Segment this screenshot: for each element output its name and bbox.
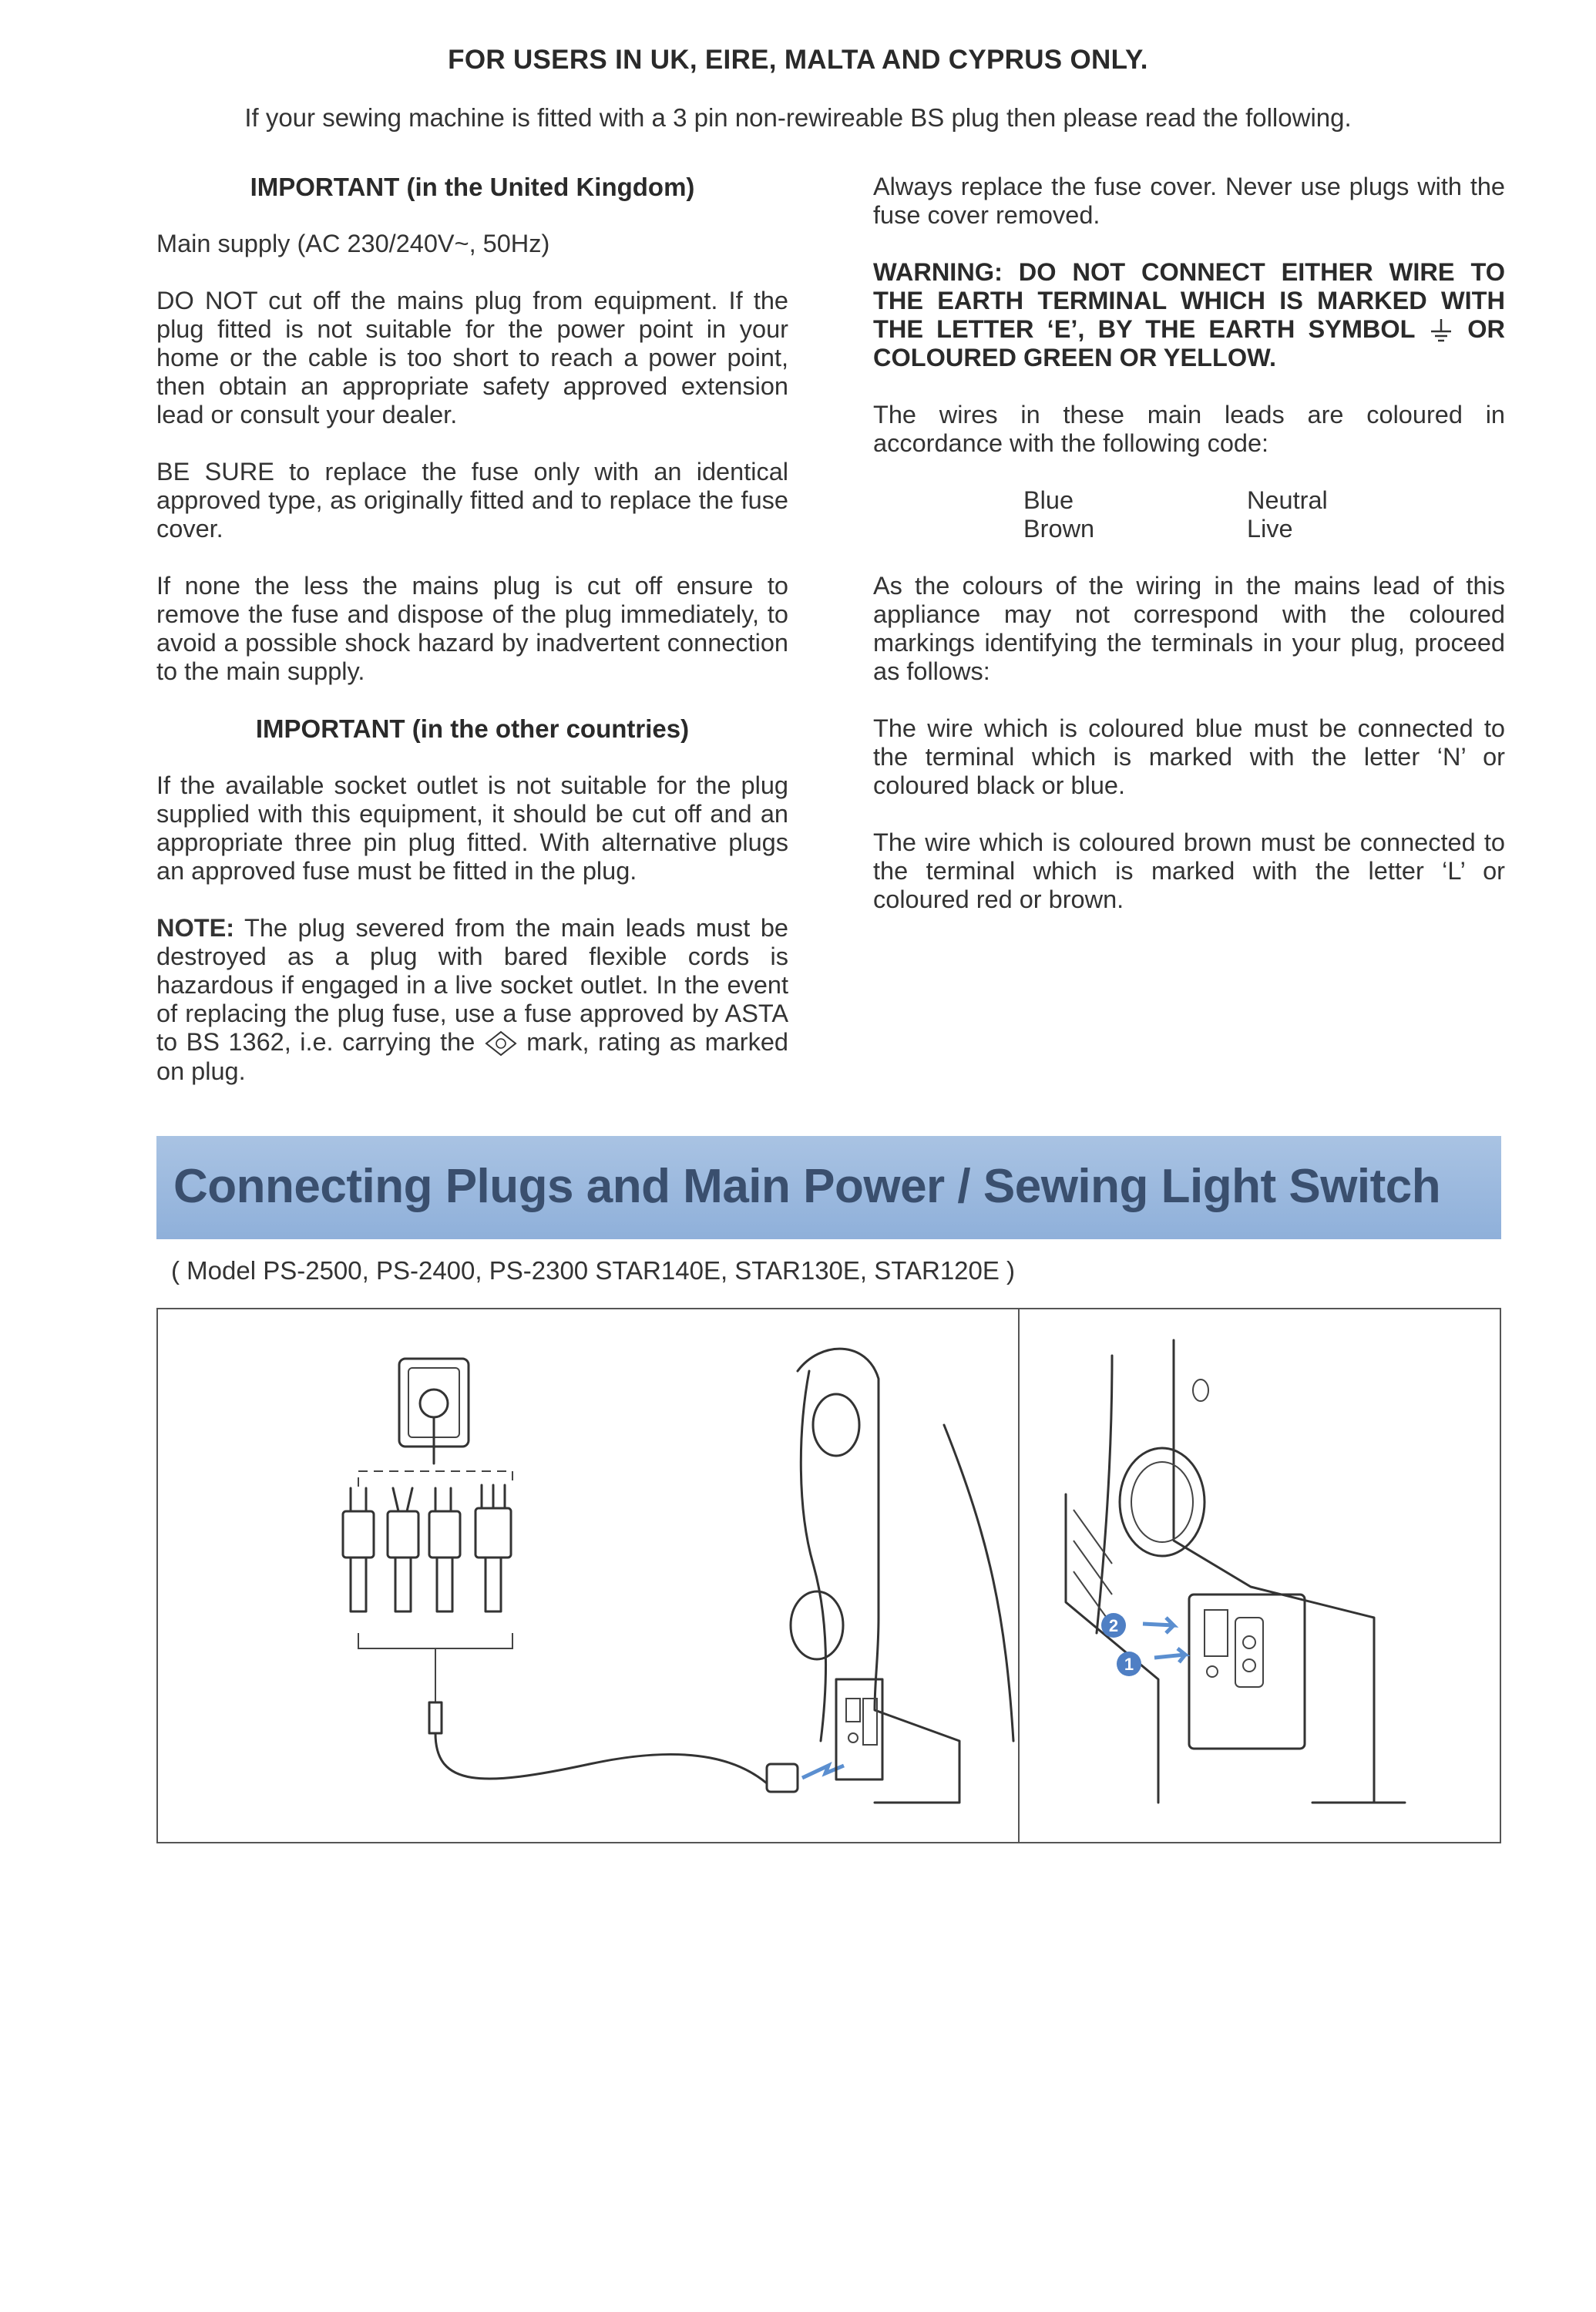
- power-switch-illustration: [1020, 1309, 1501, 1842]
- wire-colour: Blue: [1023, 486, 1074, 515]
- section-title: Connecting Plugs and Main Power / Sewing Light Switch: [173, 1160, 1441, 1213]
- left-column: [156, 173, 788, 1114]
- arrow-2-icon: [1143, 1618, 1174, 1633]
- wire-colour: Brown: [1023, 515, 1095, 543]
- section-banner: [156, 1136, 1501, 1239]
- earth-symbol-icon: [1428, 318, 1454, 344]
- page-title: FOR USERS IN UK, EIRE, MALTA AND CYPRUS ONLY.: [448, 45, 1148, 75]
- other-countries-heading: IMPORTANT (in the other countries): [255, 714, 690, 743]
- fuse-cover-paragraph: Always replace the fuse cover. Never use plugs with the fuse cover removed.: [873, 173, 1505, 229]
- plug-type-c-icon: [429, 1488, 460, 1611]
- main-supply-text: Main supply (AC 230/240V~, 50Hz): [156, 230, 550, 257]
- wire-code-table: [1023, 486, 1505, 543]
- note-paragraph: [156, 914, 788, 1086]
- right-column: [873, 173, 1505, 943]
- note-label: NOTE:: [156, 914, 235, 942]
- none-the-less-paragraph: If none the less the mains plug is cut off ensure to remove the fuse and dispose of the plug immediately, to avoid a possible shock hazard by inadvertent connection to the main supply.: [156, 572, 788, 685]
- blue-wire-paragraph: The wire which is coloured blue must be connected to the terminal which is marked with the letter ‘N’ or coloured black or blue.: [873, 714, 1505, 800]
- wire-meaning: Neutral: [1247, 486, 1328, 515]
- warning-paragraph: [873, 258, 1505, 372]
- plug-type-d-icon: [475, 1485, 511, 1611]
- step-1-label: 1: [1124, 1655, 1134, 1674]
- step-2-label: 2: [1108, 1616, 1119, 1635]
- colours-paragraph: As the colours of the wiring in the mains lead of this appliance may not correspond with the coloured markings identifying the terminals in your plug, proceed as follows:: [873, 572, 1505, 686]
- wire-meaning: Live: [1247, 515, 1293, 543]
- warning-text: WARNING: DO NOT CONNECT EITHER WIRE TO THE EARTH TERMINAL WHICH IS MARKED WITH THE LETTER ‘E’, BY THE EARTH SYMBOL: [873, 258, 1505, 343]
- brown-wire-paragraph: The wire which is coloured brown must be connected to the terminal which is marked with the letter ‘L’ or coloured red or brown.: [873, 828, 1505, 914]
- model-line: ( Model PS-2500, PS-2400, PS-2300 STAR140E, STAR130E, STAR120E ): [171, 1256, 1016, 1285]
- plug-type-a-icon: [343, 1488, 374, 1611]
- socket-paragraph: If the available socket outlet is not suitable for the plug supplied with this equipment, it should be cut off and an appropriate three pin plug fitted. With alternative plugs an approved fuse must be fitted in the plug.: [156, 771, 788, 885]
- note-text: The plug severed from the main leads must be destroyed as a plug with bared flexible cords is hazardous if engaged in a live socket outlet. In the event of replacing the plug fuse, use a fuse approved by ASTA to BS 1362, i.e. carrying the: [156, 914, 788, 1056]
- note-text-end: mark, rating as marked on plug.: [156, 1028, 788, 1086]
- plug-type-b-icon: [388, 1488, 418, 1611]
- warning-tail: OR COLOURED GREEN OR YELLOW.: [873, 315, 1506, 372]
- wires-paragraph: The wires in these main leads are coloured in accordance with the following code:: [873, 401, 1505, 458]
- arrow-1-icon: [1154, 1648, 1185, 1662]
- be-sure-paragraph: BE SURE to replace the fuse only with an identical approved type, as originally fitted and to replace the fuse cover.: [156, 458, 788, 543]
- intro-text: If your sewing machine is fitted with a 3 pin non-rewireable BS plug then please read the following.: [244, 103, 1352, 132]
- asta-mark-icon: [484, 1030, 518, 1057]
- uk-heading: IMPORTANT (in the United Kingdom): [250, 173, 695, 201]
- do-not-cut-paragraph: DO NOT cut off the mains plug from equipment. If the plug fitted is not suitable for the power point in your home or the cable is too short to reach a power point, then obtain an appropriate safety approved extension lead or consult your dealer.: [156, 287, 788, 428]
- connection-figure: [156, 1308, 1501, 1843]
- plug-connection-illustration: [158, 1309, 1016, 1842]
